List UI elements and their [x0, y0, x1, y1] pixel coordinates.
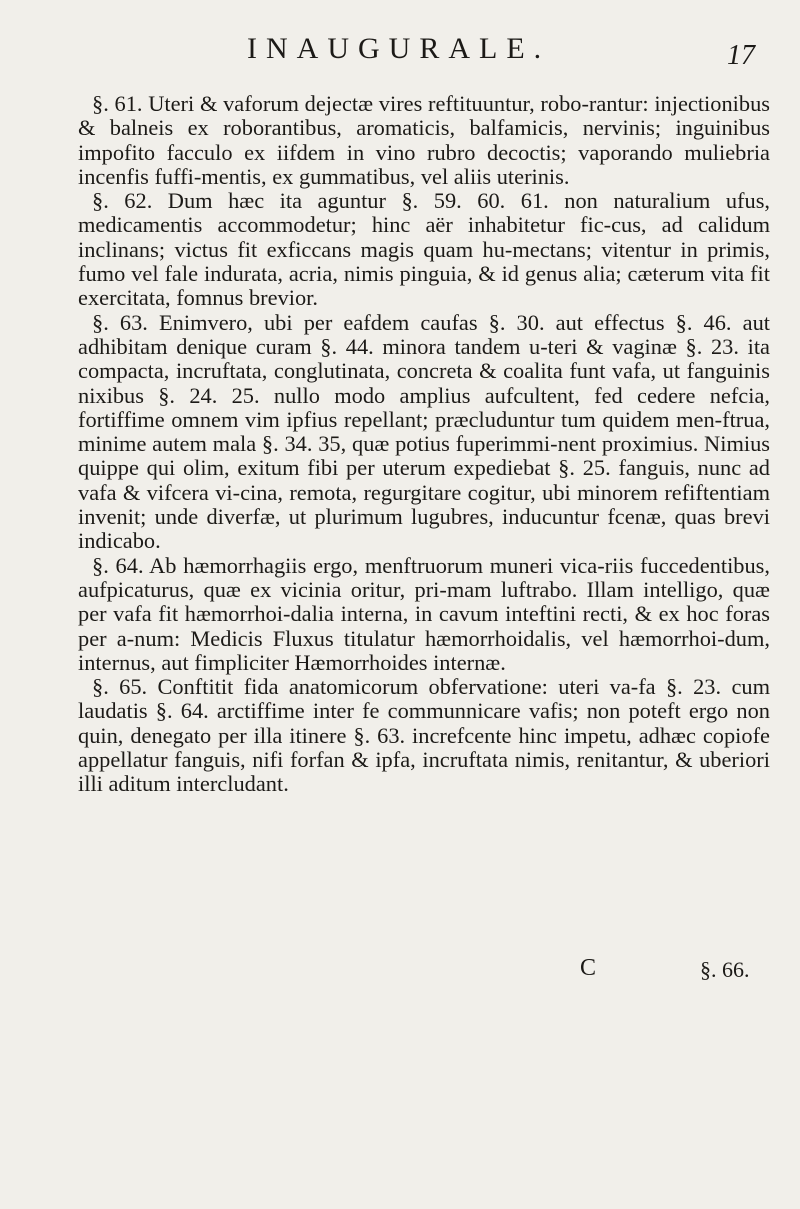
paragraph-63: §. 63. Enimvero, ubi per eafdem caufas §. 30. aut effectus §. 46. aut adhibitam denique curam §. 44. minora tandem u-teri & vaginæ §. 23. ita compacta, incruftata, conglutinata, concreta & coalita funt vafa, ut fanguinis nixibus §. 24. 25. nullo modo amplius aufcultent, fed cedere nefcia, fortiffime omnem vim ipfius repellant; præcluduntur tum quidem men-ftrua, minime autem mala §. 34. 35, quæ potius fuperimmi-nent proximius. Nimius quippe qui olim, exitum fibi per uterum expediebat §. 25. fanguis, nunc ad vafa & vifcera vi-cina, remota, regurgitare cogitur, ubi minorem refiftentiam invenit; unde diverfæ, ut plurimum lugubres, inducuntur fcenæ, quas brevi indicabo.	[78, 309, 770, 554]
page-number: 17	[727, 40, 755, 71]
paragraph-61: §. 61. Uteri & vaforum dejectæ vires reftituuntur, robo-rantur: injectionibus & balneis ex roborantibus, aromaticis, balfamicis, nervinis; inguinibus impofito facculo ex iifdem in vino rubro decoctis; vaporando muliebria incenfis fuffi-mentis, ex gummatibus, vel aliis uterinis.	[78, 91, 770, 189]
running-head	[0, 32, 800, 72]
catchword: §. 66.	[700, 957, 750, 982]
body-text	[78, 92, 770, 797]
running-title: INAUGURALE.	[247, 32, 551, 65]
paragraph-64: §. 64. Ab hæmorrhagiis ergo, menftruorum muneri vica-riis fuccedentibus, aufpicaturus, quæ ex vicinia oritur, pri-mam luftrabo. Illam intelligo, quæ per vafa fit hæmorrhoi-dalia interna, in cavum inteftini recti, & ex hoc foras per a-num: Medicis Fluxus titulatur hæmorrhoidalis, vel hæmorrhoi-dum, internus, aut fimpliciter Hæmorrhoides internæ.	[78, 552, 770, 675]
paragraph-62: §. 62. Dum hæc ita aguntur §. 59. 60. 61. non naturalium ufus, medicamentis accommodetur; hinc aër inhabitetur fic-cus, ad calidum inclinans; victus fit exficcans magis quam hu-mectans; vitentur in primis, fumo vel fale indurata, acria, nimis pinguia, & id genus alia; cæterum vita fit exercitata, fomnus brevior.	[78, 188, 770, 311]
signature-mark: C	[580, 955, 597, 981]
page-footer	[0, 955, 800, 995]
paragraph-65: §. 65. Conftitit fida anatomicorum obfervatione: uteri va-fa §. 23. cum laudatis §. 64. arctiffime inter fe communnicare vafis; non poteft ergo non quin, denegato per illa itinere §. 63. increfcente hinc impetu, adhæc copiofe appellatur fanguis, nifi forfan & ipfa, incruftata nimis, renitantur, & uberiori illi aditum intercludant.	[78, 674, 770, 797]
